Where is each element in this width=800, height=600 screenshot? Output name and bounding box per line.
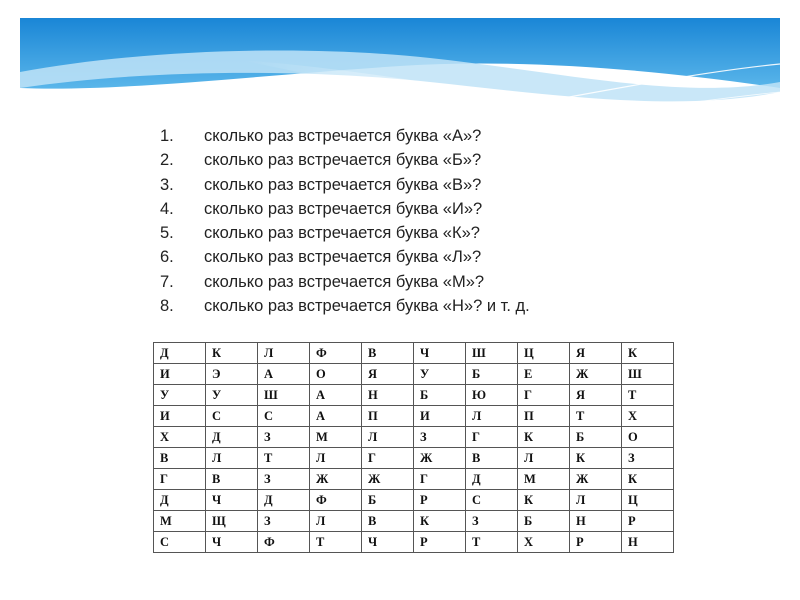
grid-cell: З (258, 469, 310, 490)
grid-cell: К (622, 343, 674, 364)
grid-cell: М (518, 469, 570, 490)
grid-cell: Н (622, 532, 674, 553)
question-item (160, 148, 530, 172)
question-text: сколько раз встречается буква «М»? (204, 272, 485, 291)
grid-cell: Ф (258, 532, 310, 553)
grid-cell: Я (362, 364, 414, 385)
grid-cell: З (622, 448, 674, 469)
grid-row (154, 343, 674, 364)
grid-cell: Ж (570, 364, 622, 385)
grid-cell: Ц (622, 490, 674, 511)
grid-cell: Д (466, 469, 518, 490)
grid-cell: А (310, 406, 362, 427)
question-number: 4. (160, 199, 174, 218)
grid-cell: Ч (414, 343, 466, 364)
question-number: 8. (160, 297, 174, 316)
grid-cell: Д (154, 490, 206, 511)
grid-cell: В (466, 448, 518, 469)
grid-row (154, 427, 674, 448)
grid-cell: З (258, 511, 310, 532)
grid-cell: Б (518, 511, 570, 532)
question-text: сколько раз встречается буква «В»? (204, 175, 482, 194)
grid-cell: Ч (206, 532, 258, 553)
grid-cell: Ш (466, 343, 518, 364)
grid-cell: Х (154, 427, 206, 448)
grid-cell: Ж (570, 469, 622, 490)
grid-cell: Ж (414, 448, 466, 469)
grid-cell: У (206, 385, 258, 406)
question-text: сколько раз встречается буква «Б»? (204, 151, 482, 170)
grid-cell: Я (570, 343, 622, 364)
grid-cell: Р (570, 532, 622, 553)
grid-cell: Г (466, 427, 518, 448)
grid-cell: И (414, 406, 466, 427)
grid-cell: Л (570, 490, 622, 511)
grid-row (154, 469, 674, 490)
grid-cell: К (570, 448, 622, 469)
grid-cell: Л (310, 511, 362, 532)
grid-cell: Х (622, 406, 674, 427)
grid-cell: И (154, 364, 206, 385)
grid-cell: Ц (518, 343, 570, 364)
question-text: сколько раз встречается буква «Л»? (204, 248, 482, 267)
grid-cell: Б (466, 364, 518, 385)
grid-cell: П (362, 406, 414, 427)
grid-cell: Л (258, 343, 310, 364)
grid-cell: Ю (466, 385, 518, 406)
grid-cell: Г (154, 469, 206, 490)
grid-cell: Н (362, 385, 414, 406)
grid-cell: В (362, 343, 414, 364)
grid-cell: Е (518, 364, 570, 385)
grid-row (154, 532, 674, 553)
grid-cell: П (518, 406, 570, 427)
question-number: 1. (160, 127, 174, 145)
question-text: сколько раз встречается буква «Н»? и т. д. (204, 297, 530, 316)
question-item (160, 245, 530, 269)
grid-cell: М (310, 427, 362, 448)
question-number: 3. (160, 175, 174, 194)
grid-row (154, 385, 674, 406)
grid-cell: Т (258, 448, 310, 469)
question-text: сколько раз встречается буква «К»? (204, 224, 480, 243)
grid-row (154, 406, 674, 427)
grid-cell: А (310, 385, 362, 406)
grid-cell: С (206, 406, 258, 427)
grid-cell: Х (518, 532, 570, 553)
grid-cell: Б (362, 490, 414, 511)
question-number: 2. (160, 151, 174, 170)
grid-cell: Г (362, 448, 414, 469)
grid-cell: К (206, 343, 258, 364)
grid-cell: Б (414, 385, 466, 406)
grid-cell: О (622, 427, 674, 448)
question-item (160, 270, 530, 294)
grid-cell: Ф (310, 343, 362, 364)
grid-row (154, 511, 674, 532)
grid-cell: Г (414, 469, 466, 490)
grid-cell: Л (310, 448, 362, 469)
grid-cell: У (414, 364, 466, 385)
grid-cell: Р (622, 511, 674, 532)
question-number: 7. (160, 272, 174, 291)
question-text: сколько раз встречается буква «А»? (204, 127, 482, 145)
grid-cell: З (466, 511, 518, 532)
grid-cell: Д (206, 427, 258, 448)
grid-cell: О (310, 364, 362, 385)
grid-cell: Ч (206, 490, 258, 511)
grid-cell: Т (622, 385, 674, 406)
grid-cell: Л (466, 406, 518, 427)
grid-cell: В (206, 469, 258, 490)
grid-cell: Р (414, 532, 466, 553)
grid-cell: Ф (310, 490, 362, 511)
grid-cell: Д (258, 490, 310, 511)
grid-row (154, 448, 674, 469)
grid-cell: Т (466, 532, 518, 553)
grid-row (154, 490, 674, 511)
grid-cell: Ш (258, 385, 310, 406)
grid-cell: З (414, 427, 466, 448)
grid-cell: Л (518, 448, 570, 469)
grid-cell: И (154, 406, 206, 427)
grid-cell: Ж (310, 469, 362, 490)
question-item (160, 124, 530, 148)
grid-cell: Б (570, 427, 622, 448)
grid-cell: Л (362, 427, 414, 448)
question-item (160, 197, 530, 221)
grid-cell: Г (518, 385, 570, 406)
question-item (160, 221, 530, 245)
grid-cell: А (258, 364, 310, 385)
question-number: 5. (160, 224, 174, 243)
question-list (160, 124, 530, 318)
grid-cell: Р (414, 490, 466, 511)
grid-cell: С (466, 490, 518, 511)
grid-cell: С (258, 406, 310, 427)
grid-cell: С (154, 532, 206, 553)
grid-cell: Т (310, 532, 362, 553)
grid-cell: Л (206, 448, 258, 469)
grid-row (154, 364, 674, 385)
grid-cell: Я (570, 385, 622, 406)
letter-grid (153, 342, 674, 553)
grid-cell: У (154, 385, 206, 406)
grid-cell: К (518, 427, 570, 448)
question-text: сколько раз встречается буква «И»? (204, 199, 483, 218)
grid-cell: З (258, 427, 310, 448)
grid-cell: К (414, 511, 466, 532)
grid-cell: К (622, 469, 674, 490)
grid-cell: В (362, 511, 414, 532)
grid-cell: Э (206, 364, 258, 385)
grid-cell: М (154, 511, 206, 532)
grid-cell: В (154, 448, 206, 469)
grid-cell: Ж (362, 469, 414, 490)
grid-cell: Т (570, 406, 622, 427)
grid-cell: Ш (622, 364, 674, 385)
grid-cell: Д (154, 343, 206, 364)
grid-cell: К (518, 490, 570, 511)
question-item (160, 173, 530, 197)
grid-cell: Н (570, 511, 622, 532)
question-number: 6. (160, 248, 174, 267)
grid-cell: Щ (206, 511, 258, 532)
grid-cell: Ч (362, 532, 414, 553)
question-item (160, 294, 530, 318)
